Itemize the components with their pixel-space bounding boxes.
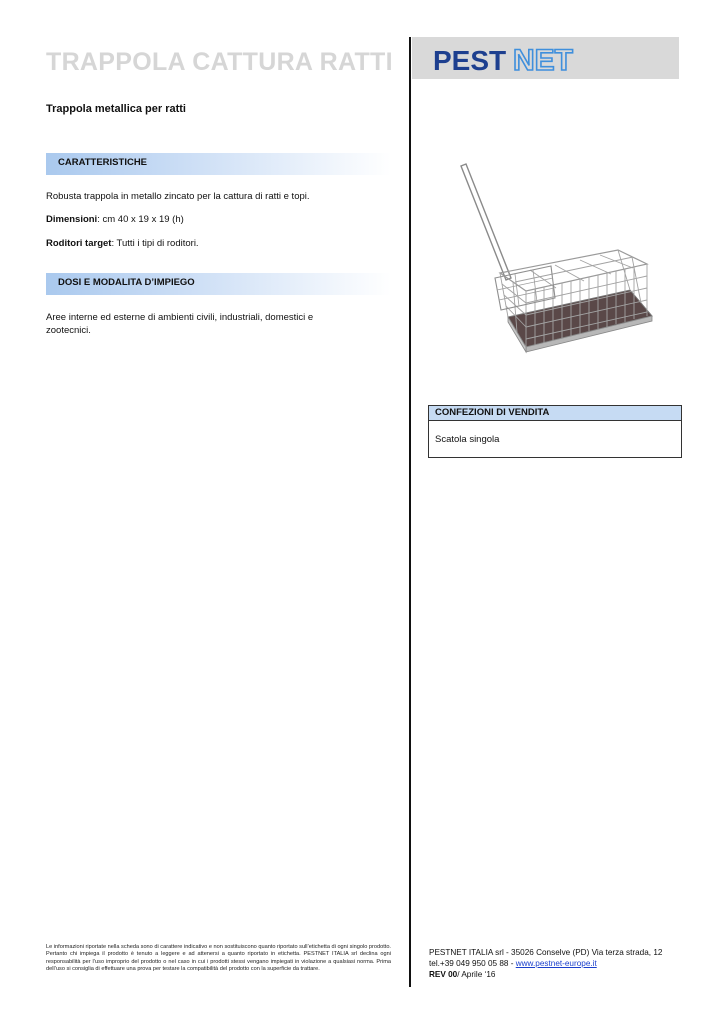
pestnet-logo [412, 37, 679, 79]
revision-line [429, 969, 662, 980]
usage-text-line2: zootecnici. [46, 325, 91, 336]
page-title: TRAPPOLA CATTURA RATTI [46, 48, 393, 76]
packaging-heading: CONFEZIONI DI VENDITA [429, 406, 681, 421]
company-footer [429, 947, 662, 980]
revision-label: REV 00 [429, 970, 458, 979]
vertical-divider [409, 37, 411, 987]
section-header-features [46, 153, 391, 175]
contact-line [429, 958, 662, 969]
packaging-table [428, 405, 682, 458]
logo-text-net: NET [513, 44, 573, 77]
logo-banner [412, 37, 679, 79]
rat-trap-image [455, 160, 670, 385]
packaging-value: Scatola singola [435, 434, 500, 445]
logo-text-pest: PEST [433, 45, 507, 76]
revision-date: / Aprile ‘16 [457, 970, 496, 979]
section-header-usage [46, 273, 391, 295]
targets-label: Roditori target [46, 238, 112, 249]
company-address: PESTNET ITALIA srl - 35026 Conselve (PD) Via terza strada, 12 [429, 948, 663, 957]
section-heading: CARATTERISTICHE [58, 157, 148, 168]
usage-text-line1: Aree interne ed esterne di ambienti civili, industriali, domestici e [46, 312, 314, 323]
website-link[interactable]: www.pestnet-europe.it [515, 959, 597, 968]
product-subtitle: Trappola metallica per ratti [46, 103, 186, 115]
legal-disclaimer: Le informazioni riportate nella scheda sono di carattere indicativo e non sostituiscono quanto riportato sull’etichetta di ogni singolo prodotto. Pertanto chi impiega il prodotto è tenuto a leggere e ad attenersi a quanto riportato in etichetta. PESTNET ITALIA srl declina ogni responsabilità per l’uso improprio del prodotto o nel caso in cui i prodotti stessi vengano impiegati in violazione a qualsiasi norma. Prima dell’uso si consiglia di effettuare una prova per testare la compatibilità del prodotto con la superficie da trattare. [46, 944, 391, 972]
targets-line [46, 237, 346, 250]
dimensions-value: : cm 40 x 19 x 19 (h) [97, 214, 184, 225]
targets-value: : Tutti i tipi di roditori. [111, 238, 199, 249]
feature-description: Robusta trappola in metallo zincato per la cattura di ratti e topi. [46, 191, 310, 202]
usage-text [46, 311, 346, 337]
dimensions-line [46, 213, 346, 226]
phone-number: tel.+39 049 950 05 88 - [429, 959, 516, 968]
section-heading: DOSI E MODALITA D’IMPIEGO [58, 277, 195, 288]
dimensions-label: Dimensioni [46, 214, 98, 225]
